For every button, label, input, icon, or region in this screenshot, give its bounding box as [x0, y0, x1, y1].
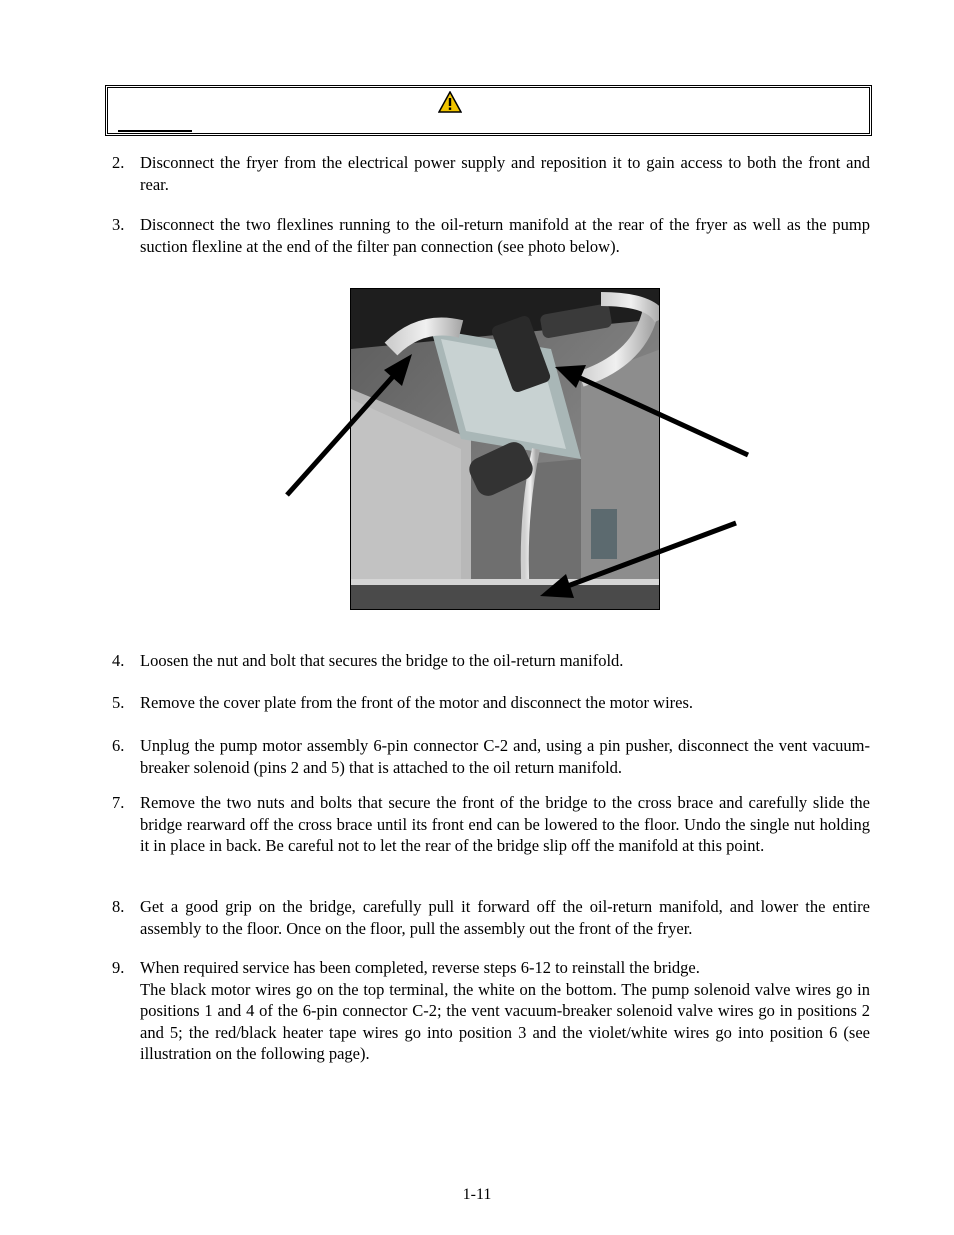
step-text: Remove the two nuts and bolts that secure the front of the bridge to the cross brace and carefully slide the bridge rearward off the cross brace until its front end can be lowered to the floor. Undo the single nut holding it in place in back. Be careful not to let the rear of the bridge slip off the manifold at this point.	[140, 793, 870, 855]
step-number: 7.	[112, 793, 125, 812]
warning-box	[105, 85, 872, 136]
page-number: 1-11	[462, 1186, 492, 1203]
step-number: 4.	[112, 651, 125, 670]
bridge-photo-drawing	[351, 289, 660, 610]
step-number: 3.	[112, 215, 125, 234]
warning-underline	[118, 130, 192, 132]
step-text-continued: The black motor wires go on the top terminal, the white on the bottom. The pump solenoid valve wires go in positions 1 and 4 of the 6-pin connector C-2; the vent vacuum-breaker solenoid valve wires go in positions 2 and 5; the red/black heater tape wires go into position 3 and the violet/white wires go into position 6 (see illustration on the following page).	[140, 979, 870, 1063]
step-text: Loosen the nut and bolt that secures the bridge to the oil-return manifold.	[140, 651, 624, 670]
bridge-photo	[350, 288, 660, 610]
step-8	[112, 896, 870, 939]
step-number: 5.	[112, 693, 125, 712]
step-7	[112, 792, 870, 857]
warning-triangle-icon	[438, 91, 462, 113]
step-6	[112, 735, 870, 778]
step-3	[112, 214, 870, 257]
step-2	[112, 152, 870, 195]
step-text: Disconnect the two flexlines running to the oil-return manifold at the rear of the fryer as well as the pump suction flexline at the end of the filter pan connection (see photo below).	[140, 215, 870, 256]
step-number: 6.	[112, 736, 125, 755]
step-text: Disconnect the fryer from the electrical power supply and reposition it to gain access to both the front and rear.	[140, 153, 870, 194]
step-text: When required service has been completed, reverse steps 6-12 to reinstall the bridge.	[140, 958, 700, 977]
step-number: 2.	[112, 153, 125, 172]
step-text: Get a good grip on the bridge, carefully pull it forward off the oil-return manifold, and lower the entire assembly to the floor. Once on the floor, pull the assembly out the front of the fryer.	[140, 897, 870, 938]
step-number: 8.	[112, 897, 125, 916]
step-number: 9.	[112, 958, 125, 977]
step-9	[112, 957, 870, 1065]
step-text: Unplug the pump motor assembly 6-pin connector C-2 and, using a pin pusher, disconnect the vent vacuum-breaker solenoid (pins 2 and 5) that is attached to the oil return manifold.	[140, 736, 870, 777]
step-4	[112, 650, 870, 672]
step-text: Remove the cover plate from the front of the motor and disconnect the motor wires.	[140, 693, 694, 712]
step-5	[112, 692, 870, 714]
